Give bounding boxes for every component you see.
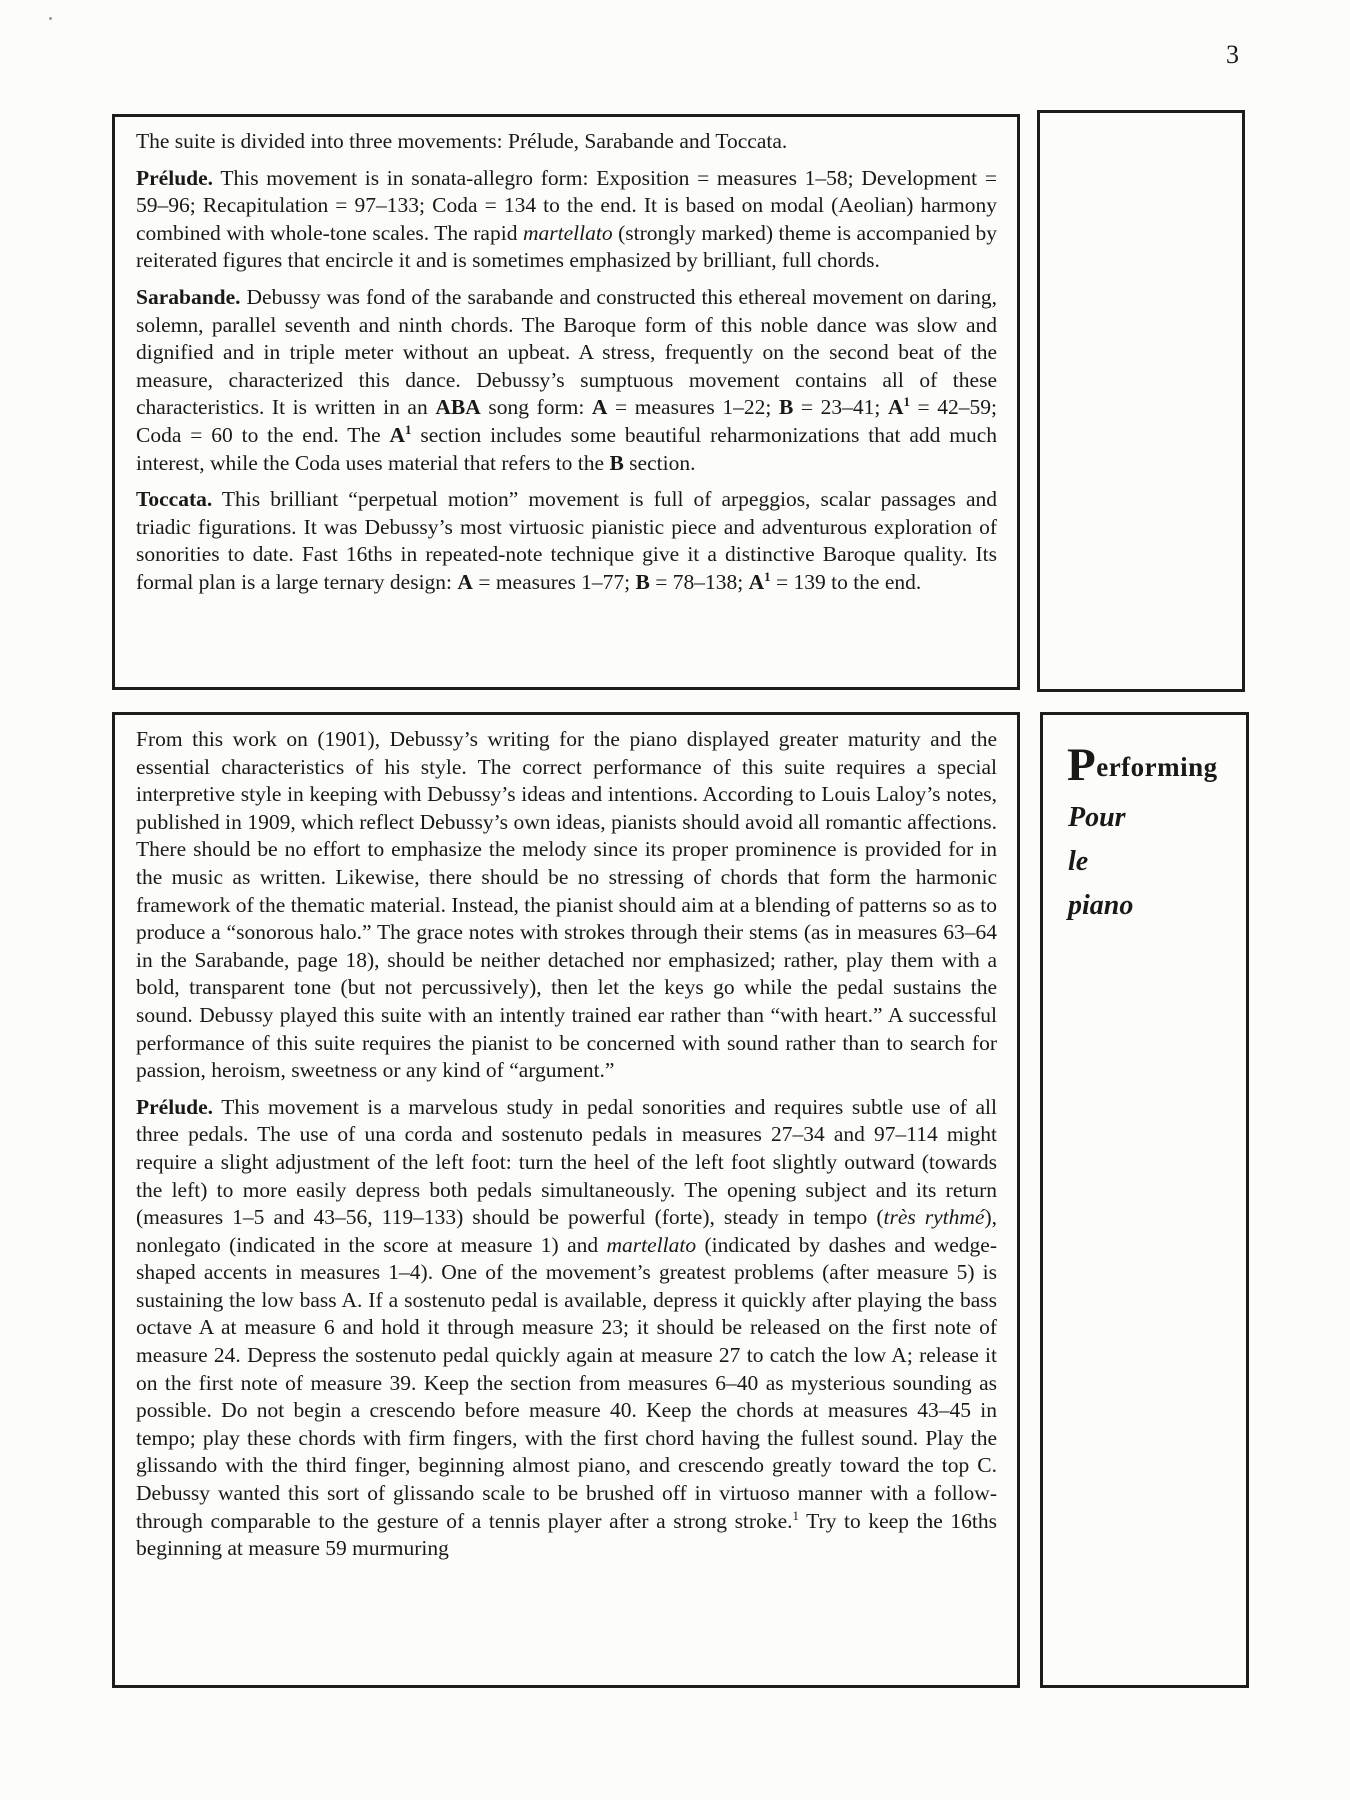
performing-sidebar-box — [1040, 712, 1249, 1688]
performing-heading — [1067, 739, 1246, 791]
suite-overview-text — [115, 117, 1017, 597]
work-title-line: piano — [1068, 890, 1134, 921]
sidebar-empty-box — [1037, 110, 1245, 692]
paragraph: The suite is divided into three movements: Prélude, Sarabande and Toccata. — [136, 129, 788, 153]
paragraph: Sarabande. Debussy was fond of the sarabande and constructed this ethereal movement on daring, solemn, parallel seventh and ninth chords. The Baroque form of this noble dance was slow and dignified and in triple meter without an upbeat. A stress, frequently on the second beat of the measure, characterized this dance. Debussy’s sumptuous movement contains all of these characteristics. It is written in an ABA song form: A = measures 1–22; B = 23–41; $A^1 = 42-59$; Coda = 60 to the end. The $A^1$ section includes some beautiful reharmonizations that add much interest, while the Coda uses material that refers to the B section. — [136, 284, 997, 475]
paragraph: Toccata. This brilliant “perpetual motion” movement is full of arpeggios, scalar passages and triadic figurations. It was Debussy’s most virtuosic pianistic piece and adventurous exploration of sonorities to date. Fast 16ths in repeated-note technique give it a distinctive Baroque quality. Its formal plan is a large ternary design: A = measures 1–77; B = 78–138; $A^1 = 139$ to the end. — [136, 487, 997, 594]
paragraph: From this work on (1901), Debussy’s writing for the piano displayed greater maturity and the essential characteristics of his style. The correct performance of this suite requires a special interpretive style in keeping with Debussy’s ideas and intentions. According to Louis Laloy’s notes, published in 1909, which reflect Debussy’s own ideas, pianists should avoid all romantic affections. There should be no effort to emphasize the melody since its proper prominence is provided for in the music as written. Likewise, there should be no stressing of chords that form the harmonic framework of the thematic material. Instead, the pianist should aim at a blending of patterns so as to produce a “sonorous halo.” The grace notes with strokes through their stems (as in measures 63–64 in the Sarabande, page 18), should be neither detached nor emphasized; rather, play them with a bold, transparent tone (but not percussively), then let the keys go while the pedal sustains the sound. Debussy played this suite with an intently trained ear rather than “with heart.” A successful performance of this suite requires the pianist to be concerned with sound rather than to search for passion, heroism, sweetness or any kind of “argument.” — [136, 727, 997, 1083]
scan-speck — [49, 17, 52, 20]
work-title-line: Pour — [1068, 802, 1126, 833]
performing-notes-box — [112, 712, 1020, 1688]
work-title-line: le — [1068, 846, 1089, 877]
performing-heading-initial: P — [1067, 739, 1097, 791]
paragraph: Prélude. This movement is in sonata-allegro form: Exposition = measures 1–58; Development = 59–96; Recapitulation = 97–133; Coda = 134 to the end. It is based on modal (Aeolian) harmony combined with whole-tone scales. The rapid martellato (strongly marked) theme is accompanied by reiterated figures that encircle it and is sometimes emphasized by brilliant, full chords. — [136, 165, 997, 273]
page-number: 3 — [1226, 40, 1239, 69]
work-title — [1068, 802, 1246, 921]
suite-overview-box — [112, 114, 1020, 690]
paragraph: Prélude. This movement is a marvelous study in pedal sonorities and requires subtle use of all three pedals. The use of una corda and sostenuto pedals in measures 27–34 and 97–114 might require a slight adjustment of the left foot: turn the heel of the left foot slightly outward (towards the left) to more easily depress both pedals simultaneously. The opening subject and its return (measures 1–5 and 43–56, 119–133) should be powerful (forte), steady in tempo (très rythmé), nonlegato (indicated in the score at measure 1) and martellato (indicated by dashes and wedge-shaped accents in measures 1–4). One of the movement’s greatest problems (after measure 5) is sustaining the low bass A. If a sostenuto pedal is available, depress it quickly after playing the bass octave A at measure 6 and hold it through measure 23; it should be released on the first note of measure 24. Depress the sostenuto pedal quickly again at measure 27 to catch the low A; release it on the first note of measure 39. Keep the section from measures 6–40 as mysterious sounding as possible. Do not begin a crescendo before measure 40. Keep the chords at measures 43–45 in tempo; play these chords with firm fingers, with the first chord having the fullest sound. Play the glissando with the third finger, beginning almost piano, and crescendo greatly toward the top C. Debussy wanted this sort of glissando scale to be brushed off in virtuoso manner with a follow-through comparable to the gesture of a tennis player after a strong stroke.$^1$ Try to keep the 16ths beginning at measure 59 murmuring — [136, 1094, 998, 1561]
performing-heading-rest: erforming — [1096, 752, 1218, 782]
performing-notes-text — [115, 715, 1017, 1563]
